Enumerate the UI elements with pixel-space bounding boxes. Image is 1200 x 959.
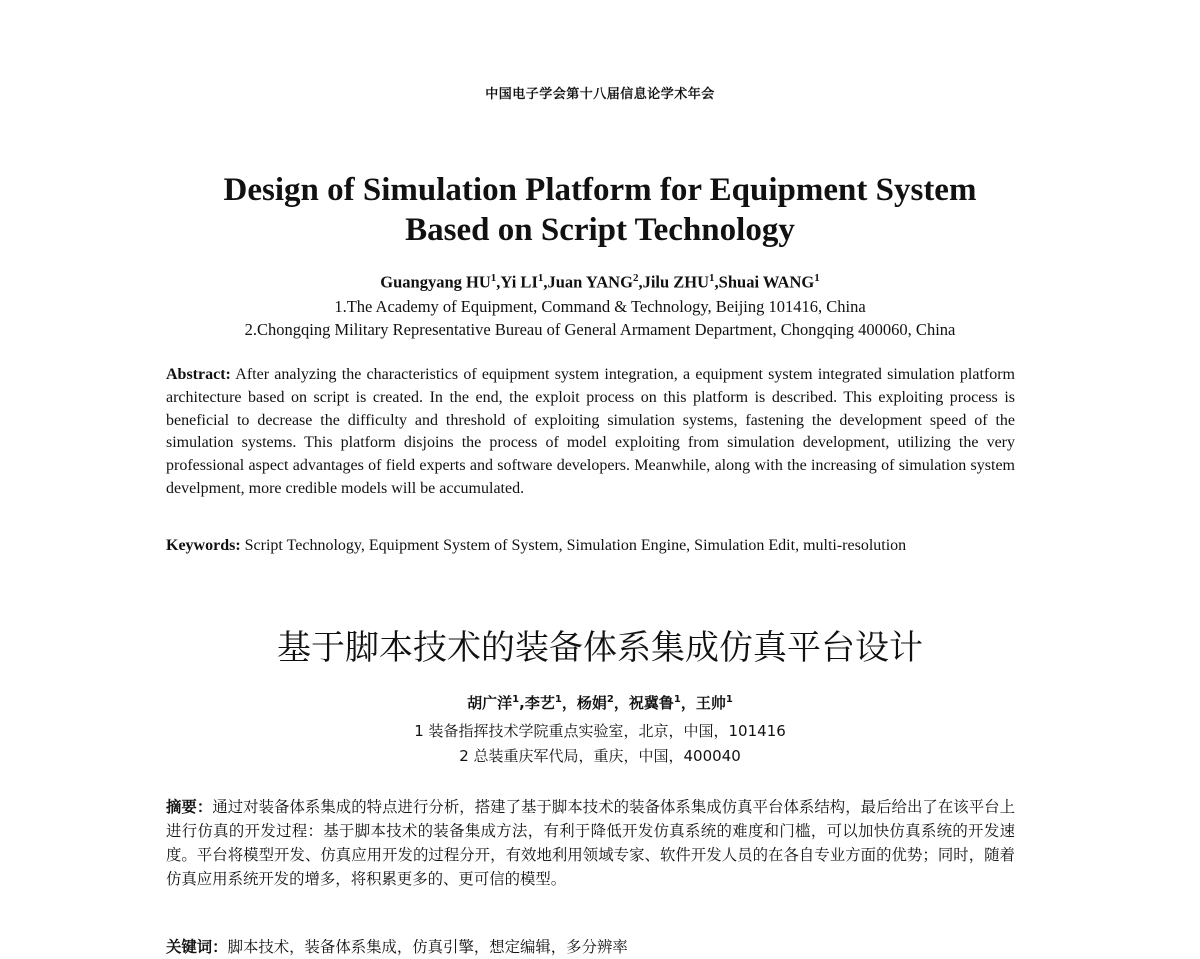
author-name: Shuai WANG xyxy=(718,272,815,292)
author-name: 王帅 xyxy=(695,694,726,712)
chinese-abstract-text: 通过对装备体系集成的特点进行分析，搭建了基于脚本技术的装备体系集成仿真平台体系结构，最后给出了在该平台上进行仿真的开发过程：基于脚本技术的装备集成方法，有利于降低开发仿真系统的难度和门槛，可以加快仿真系统的开发速度。平台将模型开发、仿真应用开发的过程分开，有效地利用领域专家、软件开发人员的在各自专业方面的优势；同时，随着仿真应用系统开发的增多，将积累更多的、更可信的模型。 xyxy=(166,798,1015,888)
author-name: Juan YANG xyxy=(547,272,633,292)
author-name: Jilu ZHU xyxy=(642,272,710,292)
title-line: Based on Script Technology xyxy=(405,212,795,248)
title-line: Design of Simulation Platform for Equipment System xyxy=(223,172,977,208)
keywords xyxy=(166,535,1015,558)
author-superscript: 1 xyxy=(490,272,497,284)
author-name: Guangyang HU xyxy=(380,272,491,292)
author-superscript: 1 xyxy=(673,694,681,705)
chinese-abstract xyxy=(166,795,1015,891)
chinese-keywords xyxy=(166,935,1015,959)
chinese-affiliation-1: 1 装备指挥技术学院重点实验室，北京，中国，101416 xyxy=(414,722,786,740)
affiliation-2: 2.Chongqing Military Representative Bureau of General Armament Department, Chongqing 400060, China xyxy=(244,320,956,339)
abstract-label: Abstract: xyxy=(166,366,231,383)
author-superscript: 2 xyxy=(632,272,639,284)
chinese-affiliation-2: 2 总装重庆军代局，重庆，中国，400040 xyxy=(459,747,741,765)
affiliation-1: 1.The Academy of Equipment, Command & Technology, Beijing 101416, China xyxy=(334,297,866,316)
chinese-abstract-label: 摘要： xyxy=(166,798,213,816)
author-name: 祝冀鲁 xyxy=(628,694,674,712)
author-name: 杨娟 xyxy=(576,694,607,712)
author-superscript: 1 xyxy=(725,694,733,705)
author-name: 胡广洋 xyxy=(467,694,513,712)
keywords-text: Script Technology, Equipment System of System, Simulation Engine, Simulation Edit, multi-resolution xyxy=(244,537,907,554)
author-superscript: 1 xyxy=(814,272,820,284)
abstract xyxy=(166,364,1015,501)
abstract-text: After analyzing the characteristics of equipment system integration, a equipment system integrated simulation platform architecture based on script is created. In the end, the exploit process on this platform is described. This exploiting process is beneficial to decrease the difficulty and threshold of exploiting simulation systems, fastening the development speed of the simulation systems. This platform disjoins the process of model exploiting from simulation development, utilizing the very professional aspect advantages of field experts and software developers. Meanwhile, along with the increasing of simulation system develpment, more credible models will be accumulated. xyxy=(166,366,1016,497)
author-separator: ， xyxy=(680,694,696,712)
chinese-keywords-text: 脚本技术，装备体系集成，仿真引擎，想定编辑，多分辨率 xyxy=(227,938,628,956)
author-separator: ， xyxy=(561,694,577,712)
keywords-label: Keywords: xyxy=(166,537,241,554)
author-separator: , xyxy=(496,272,501,292)
author-superscript: 1 xyxy=(709,272,715,284)
author-superscript: 1 xyxy=(512,694,520,705)
author-separator: , xyxy=(638,272,643,292)
conference-header: 中国电子学会第十八届信息论学术年会 xyxy=(485,87,715,102)
author-separator: , xyxy=(714,272,719,292)
chinese-keywords-label: 关键词： xyxy=(166,938,228,956)
author-name: 李艺 xyxy=(524,694,555,712)
author-superscript: 2 xyxy=(606,694,614,705)
author-separator: , xyxy=(543,272,548,292)
author-superscript: 1 xyxy=(554,694,562,705)
author-separator: ， xyxy=(613,694,629,712)
chinese-title: 基于脚本技术的装备体系集成仿真平台设计 xyxy=(277,628,923,668)
author-separator: , xyxy=(519,694,525,712)
author-superscript: 1 xyxy=(537,272,544,284)
paper-title xyxy=(150,170,1050,250)
chinese-author-list xyxy=(0,692,1200,713)
author-name: Yi LI xyxy=(500,272,538,292)
author-list xyxy=(0,272,1200,293)
